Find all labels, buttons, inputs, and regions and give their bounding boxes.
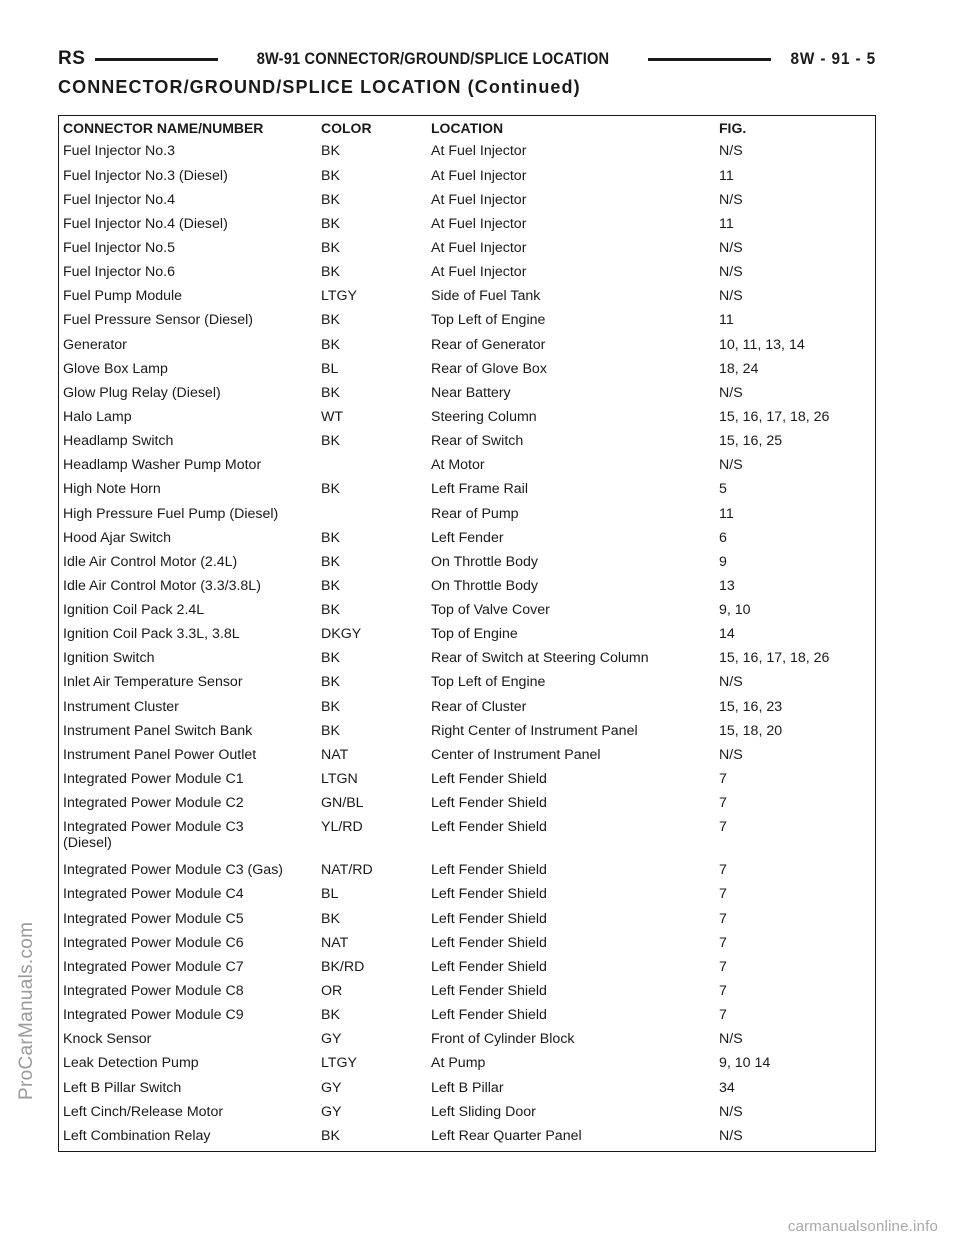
table-row [59,213,875,237]
cell-color: DKGY [321,626,362,643]
cell-location: Left Fender Shield [431,958,547,975]
cell-connector: Leak Detection Pump [63,1055,199,1072]
cell-color: BK [321,1127,340,1144]
cell-connector: Ignition Coil Pack 2.4L [63,602,205,619]
cell-location: Left Fender Shield [431,886,547,903]
cell-location: Right Center of Instrument Panel [431,722,638,739]
cell-color [321,506,431,527]
table-row [59,1077,875,1101]
table-row [59,956,875,980]
cell-location: At Pump [431,1055,486,1072]
table-row [59,671,875,695]
cell-connector: Glove Box Lamp [63,360,168,377]
cell-connector: Left B Pillar Switch [63,1079,182,1096]
cell-fig: N/S [719,1031,743,1048]
cell-connector: Fuel Injector No.6 [63,264,175,281]
table-row [59,744,875,768]
cell-connector: High Pressure Fuel Pump (Diesel) [63,505,279,522]
cell-fig: 6 [719,529,727,546]
cell-color: GY [321,1031,342,1048]
cell-fig: 11 [719,215,734,232]
cell-color: BK [321,143,340,160]
cell-connector: Integrated Power Module C7 [63,958,244,975]
cell-location: Left Fender Shield [431,819,547,836]
cell-location: Top Left of Engine [431,312,546,329]
table-row [59,1004,875,1028]
cell-location: Rear of Generator [431,336,546,353]
cell-color: BK [321,698,340,715]
cell-color [321,457,431,478]
cell-fig: 9 [719,553,727,570]
cell-color: BK [321,481,340,498]
cell-fig: 15, 18, 20 [719,722,783,739]
cell-location: Rear of Switch at Steering Column [431,650,649,667]
cell-location: Rear of Pump [431,505,519,522]
cell-fig: 7 [719,862,727,879]
table-row [59,623,875,647]
cell-fig: N/S [719,239,743,256]
cell-color: BK [321,674,340,691]
cell-location: At Fuel Injector [431,239,527,256]
table-row [59,696,875,720]
cell-connector: Left Combination Relay [63,1127,211,1144]
table-row [59,647,875,671]
cell-connector: Generator [63,336,127,353]
cell-fig: N/S [719,384,743,401]
cell-location: Left Sliding Door [431,1103,536,1120]
cell-color: LTGY [321,288,358,305]
cell-fig: 7 [719,934,727,951]
header-rule-left [95,58,218,61]
page-header [58,46,876,72]
cell-location: At Fuel Injector [431,191,527,208]
table-body [59,140,875,1149]
table-row [59,932,875,956]
cell-location: Rear of Glove Box [431,360,547,377]
cell-fig: 9, 10 14 [719,1055,771,1072]
cell-connector: Fuel Injector No.3 (Diesel) [63,167,228,184]
table-row [59,285,875,309]
cell-color: OR [321,983,343,1000]
page-number: 8W - 91 - 5 [790,49,876,68]
cell-location: Left Fender Shield [431,771,547,788]
table-row [59,720,875,744]
cell-location: Left B Pillar [431,1079,504,1096]
cell-color: BK [321,650,340,667]
cell-connector: Integrated Power Module C2 [63,795,244,812]
table-row [59,980,875,1004]
cell-location: Left Fender Shield [431,1007,547,1024]
table-row [59,1028,875,1052]
cell-color: BK [321,1007,340,1024]
cell-location: At Fuel Injector [431,264,527,281]
cell-location: Left Fender Shield [431,934,547,951]
cell-location: On Throttle Body [431,577,538,594]
cell-connector: Integrated Power Module C3 (Gas) [63,862,284,879]
cell-location: Top of Engine [431,626,518,643]
footer-watermark: carmanualsonline.info [787,1218,938,1235]
cell-fig: 15, 16, 17, 18, 26 [719,650,830,667]
cell-color: LTGY [321,1055,358,1072]
cell-connector: Integrated Power Module C8 [63,983,244,1000]
cell-color: BL [321,360,339,377]
cell-fig: 9, 10 [719,602,751,619]
cell-color: GY [321,1103,342,1120]
cell-connector: Hood Ajar Switch [63,529,172,546]
cell-color: NAT [321,746,349,763]
cell-location: On Throttle Body [431,553,538,570]
cell-color: GN/BL [321,795,364,812]
table-row [59,1101,875,1125]
table-row [59,358,875,382]
connector-table [58,115,876,1152]
cell-fig: N/S [719,674,743,691]
cell-color: NAT [321,934,349,951]
cell-location: Near Battery [431,384,511,401]
cell-connector: Headlamp Switch [63,433,174,450]
table-row [59,140,875,164]
cell-fig: 15, 16, 25 [719,433,783,450]
cell-color: BK [321,602,340,619]
cell-connector: Fuel Injector No.4 (Diesel) [63,215,228,232]
table-row [59,334,875,358]
table-row [59,1052,875,1076]
cell-fig: N/S [719,457,743,474]
table-row [59,454,875,478]
cell-color: GY [321,1079,342,1096]
cell-fig: N/S [719,1127,743,1144]
cell-fig: 7 [719,910,727,927]
cell-connector: Knock Sensor [63,1031,152,1048]
cell-fig: 10, 11, 13, 14 [719,336,805,353]
table-row [59,575,875,599]
cell-color: YL/RD [321,819,363,836]
cell-location: At Motor [431,457,485,474]
page-subtitle: CONNECTOR/GROUND/SPLICE LOCATION (Continued) [58,77,581,97]
cell-fig: 11 [719,167,734,184]
cell-fig: N/S [719,143,743,160]
cell-location: Front of Cylinder Block [431,1031,575,1048]
table-row [59,908,875,932]
cell-location: At Fuel Injector [431,143,527,160]
cell-location: Left Fender Shield [431,862,547,879]
table-row [59,309,875,333]
cell-color: BK [321,910,340,927]
cell-connector: Idle Air Control Motor (3.3/3.8L) [63,577,261,594]
section-title: 8W-91 CONNECTOR/GROUND/SPLICE LOCATION [256,49,610,68]
cell-color: BK [321,553,340,570]
cell-location: Left Frame Rail [431,481,528,498]
cell-fig: 5 [719,481,727,498]
cell-connector: Integrated Power Module C5 [63,910,244,927]
cell-connector: Fuel Pressure Sensor (Diesel) [63,312,254,329]
cell-color: BL [321,886,339,903]
cell-connector: Fuel Injector No.4 [63,191,175,208]
cell-connector: Inlet Air Temperature Sensor [63,674,243,691]
cell-connector: Integrated Power Module C4 [63,886,244,903]
cell-connector: Headlamp Washer Pump Motor [63,457,262,474]
table-row [59,551,875,575]
table-row [59,816,875,859]
cell-location: Left Fender Shield [431,983,547,1000]
cell-fig: 15, 16, 23 [719,698,783,715]
cell-connector: Fuel Pump Module [63,288,183,305]
cell-fig: 14 [719,626,735,643]
table-row [59,382,875,406]
column-header-color: COLOR [321,120,372,137]
table-row [59,478,875,502]
cell-fig: 18, 24 [719,360,759,377]
cell-color: LTGN [321,771,358,788]
table-row [59,406,875,430]
cell-location: At Fuel Injector [431,215,527,232]
cell-fig: 11 [719,312,734,329]
cell-connector: Glow Plug Relay (Diesel) [63,384,221,401]
cell-color: BK/RD [321,958,365,975]
cell-color: BK [321,312,340,329]
cell-fig: N/S [719,191,743,208]
cell-connector: Fuel Injector No.3 [63,143,175,160]
cell-fig: N/S [719,288,743,305]
table-row [59,237,875,261]
column-header-connector: CONNECTOR NAME/NUMBER [63,120,264,137]
cell-connector: Integrated Power Module C9 [63,1007,244,1024]
table-row [59,261,875,285]
cell-color: BK [321,433,340,450]
cell-location: Rear of Cluster [431,698,527,715]
column-header-location: LOCATION [431,120,504,137]
cell-color: BK [321,384,340,401]
cell-connector: Halo Lamp [63,408,132,425]
cell-location: At Fuel Injector [431,167,527,184]
table-row [59,599,875,623]
cell-color: BK [321,529,340,546]
cell-location: Side of Fuel Tank [431,288,541,305]
table-row [59,503,875,527]
cell-location: Left Rear Quarter Panel [431,1127,582,1144]
cell-fig: N/S [719,264,743,281]
cell-fig: 7 [719,1007,727,1024]
cell-color: BK [321,239,340,256]
cell-color: BK [321,264,340,281]
cell-fig: 7 [719,886,727,903]
cell-connector: Ignition Coil Pack 3.3L, 3.8L [63,626,240,643]
cell-location: Top of Valve Cover [431,602,550,619]
cell-color: BK [321,215,340,232]
cell-color: NAT/RD [321,862,373,879]
cell-fig: 7 [719,795,727,812]
cell-fig: N/S [719,1103,743,1120]
cell-fig: 11 [719,505,734,522]
cell-location: Top Left of Engine [431,674,546,691]
cell-connector: Ignition Switch [63,650,155,667]
cell-connector: Instrument Cluster [63,698,179,715]
cell-location: Rear of Switch [431,433,524,450]
cell-location: Left Fender [431,529,504,546]
cell-fig: 7 [719,771,727,788]
table-row [59,859,875,883]
cell-color: BK [321,191,340,208]
table-row [59,527,875,551]
cell-fig: N/S [719,746,743,763]
cell-fig: 7 [719,819,727,836]
table-row [59,792,875,816]
table-row [59,165,875,189]
cell-fig: 34 [719,1079,735,1096]
table-row [59,189,875,213]
table-row [59,768,875,792]
cell-connector: Integrated Power Module C6 [63,934,244,951]
cell-color: WT [321,408,344,425]
cell-fig: 13 [719,577,735,594]
cell-connector: Integrated Power Module C1 [63,771,244,788]
cell-connector: Instrument Panel Power Outlet [63,746,257,763]
cell-location: Left Fender Shield [431,795,547,812]
section-code: RS [58,48,86,69]
cell-connector: Left Cinch/Release Motor [63,1103,224,1120]
column-header-fig: FIG. [719,120,747,137]
cell-fig: 7 [719,958,727,975]
header-rule-right [648,58,771,61]
cell-color: BK [321,722,340,739]
cell-connector: High Note Horn [63,481,161,498]
cell-location: Steering Column [431,408,537,425]
cell-location: Center of Instrument Panel [431,746,601,763]
side-watermark: ProCarManuals.com [16,921,37,1100]
cell-location: Left Fender Shield [431,910,547,927]
cell-fig: 15, 16, 17, 18, 26 [719,408,830,425]
table-row [59,883,875,907]
table-row [59,1125,875,1149]
cell-fig: 7 [719,983,727,1000]
cell-color: BK [321,336,340,353]
table-header [59,116,875,140]
cell-connector: Integrated Power Module C3 (Diesel) [63,819,244,852]
cell-color: BK [321,167,340,184]
cell-connector: Fuel Injector No.5 [63,239,175,256]
cell-color: BK [321,577,340,594]
cell-connector: Instrument Panel Switch Bank [63,722,253,739]
cell-connector: Idle Air Control Motor (2.4L) [63,553,238,570]
table-row [59,430,875,454]
